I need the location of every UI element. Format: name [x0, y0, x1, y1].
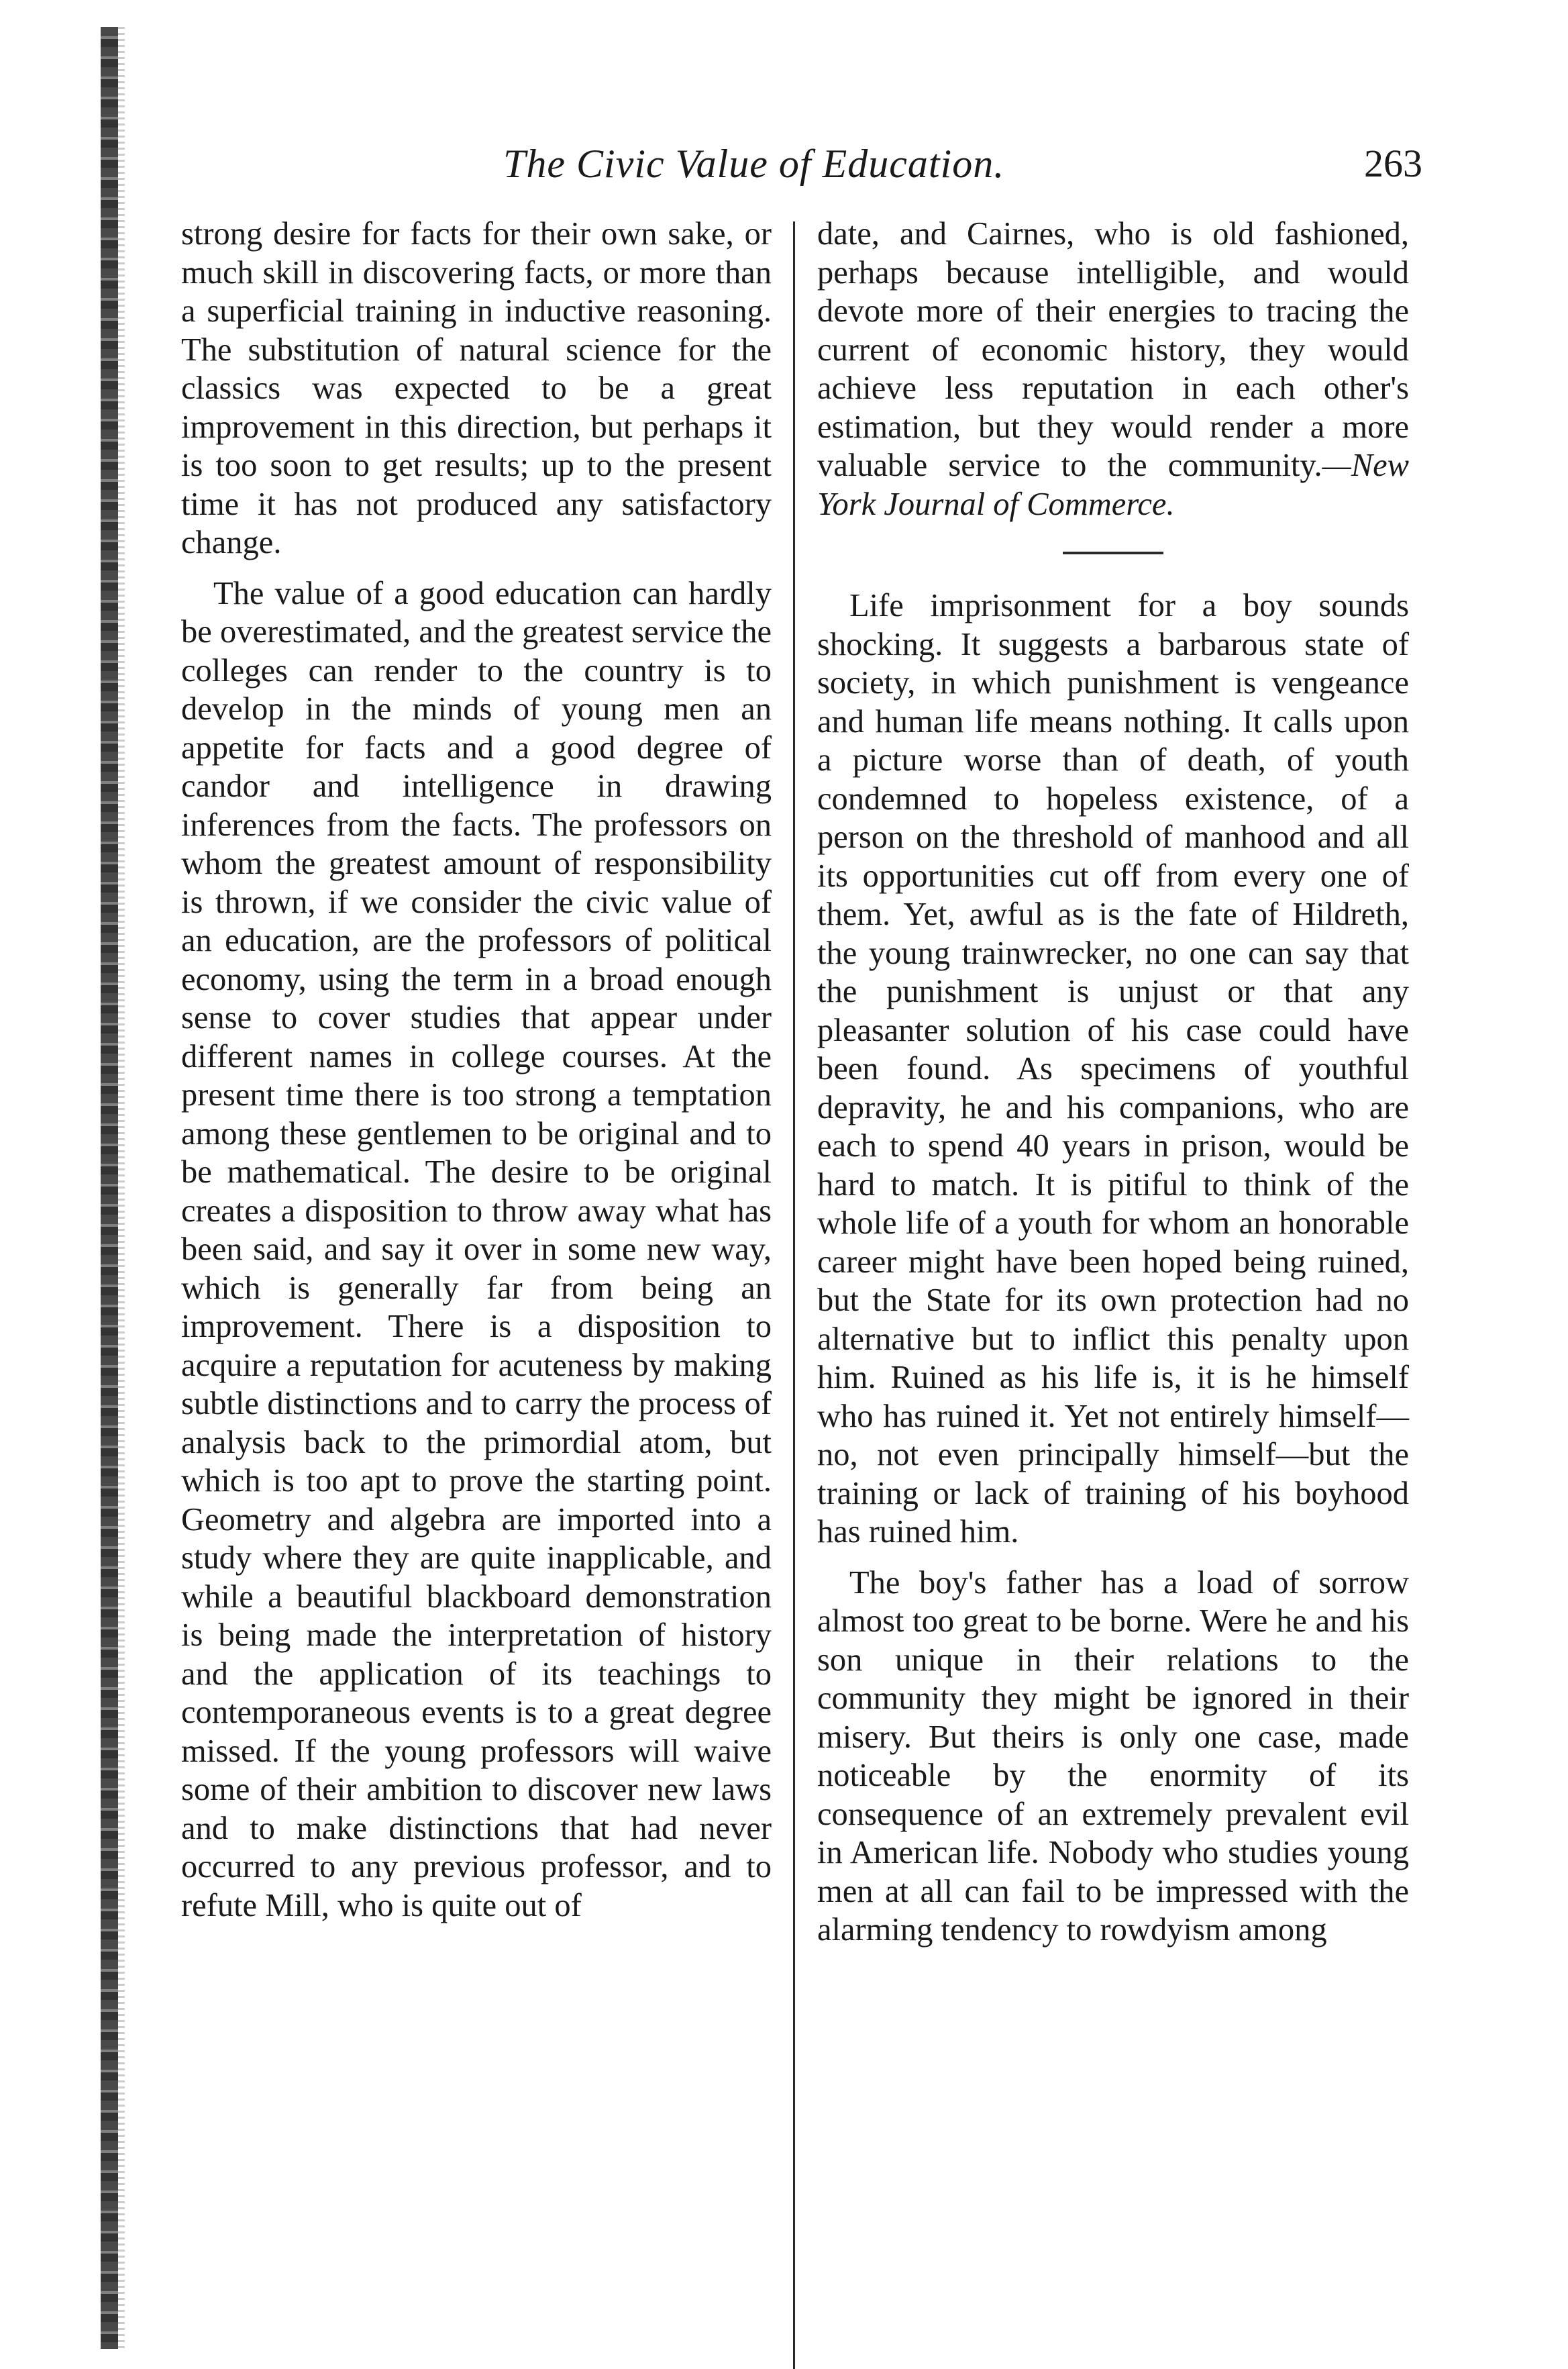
- book-binding-edge: [101, 27, 118, 2349]
- article-separator: [1063, 552, 1163, 554]
- left-paragraph-1: strong desire for facts for their own sake, or much skill in discovering facts, or more than a superficial training in inductive reasoning. The substitution of natural science for the classics was expected to be a great improvement in this direction, but perhaps it is too soon to get results; up to the present time it has not produced any satisfactory change.: [181, 216, 772, 560]
- right-paragraph-2: Life imprisonment for a boy sounds shocking. It suggests a barbarous state of society, in which punishment is vengeance and human life means nothing. It calls upon a picture worse than of death, of youth condemned to hopeless existence, of a person on the threshold of manhood and all its opportunities cut off from every one of them. Yet, awful as is the fate of Hildreth, the young trainwrecker, no one can say that the punishment is unjust or that any pleasanter solution of his case could have been found. As specimens of youthful depravity, he and his companions, who are each to spend 40 years in prison, would be hard to match. It is pitiful to think of the whole life of a youth for whom an honorable career might have been hoped being ruined, but the State for its own protection had no alternative but to inflict this penalty upon him. Ruined as his life is, it is he himself who has ruined it. Yet not entirely himself—no, not even principally himself—but the training or lack of training of his boyhood has ruined him.: [817, 588, 1409, 1550]
- running-title: The Civic Value of Education.: [503, 142, 1005, 186]
- page-number: 263: [1364, 142, 1422, 185]
- column-divider: [793, 221, 795, 2369]
- left-column: [181, 215, 772, 1925]
- right-column: [817, 215, 1409, 1950]
- left-paragraph-2: The value of a good education can hardly be overestimated, and the greatest service the colleges can render to the country is to develop in the minds of young men an appetite for facts and a good degree of candor and intelligence in drawing inferences from the facts. The professors on whom the greatest amount of responsibility is thrown, if we consider the civic value of an education, are the professors of political economy, using the term in a broad enough sense to cover studies that appear under different names in college courses. At the present time there is too strong a temptation among these gentlemen to be original and to be mathematical. The desire to be original creates a disposition to throw away what has been said, and say it over in some new way, which is generally far from being an improvement. There is a disposition to acquire a reputation for acuteness by making subtle distinctions and to carry the process of analysis back to the primordial atom, but which is too apt to prove the starting point. Geometry and algebra are imported into a study where they are quite inapplicable, and while a beautiful blackboard demonstration is being made the interpretation of history and the application of its teachings to contemporaneous events is to a great degree missed. If the young professors will waive some of their ambition to discover new laws and to make distinctions that had never occurred to any previous professor, and to refute Mill, who is quite out of: [181, 575, 772, 1923]
- right-paragraph-1-text: date, and Cairnes, who is old fashioned, perhaps because intelligible, and would devote more of their energies to tracing the current of economic history, they would achieve less reputation in each other's estimation, but they would render a more valuable service to the community.: [817, 216, 1409, 483]
- page-header: [181, 134, 1429, 195]
- right-paragraph-3: The boy's father has a load of sorrow almost too great to be borne. Were he and his son unique in their relations to the community they might be ignored in their misery. But theirs is only one case, made noticeable by the enormity of its consequence of an extremely prevalent evil in American life. Nobody who studies young men at all can fail to be impressed with the alarming tendency to rowdyism among: [817, 1564, 1409, 1948]
- right-paragraph-1: [817, 215, 1409, 523]
- source-attribution: —New York Journal of Commerce.: [817, 448, 1409, 522]
